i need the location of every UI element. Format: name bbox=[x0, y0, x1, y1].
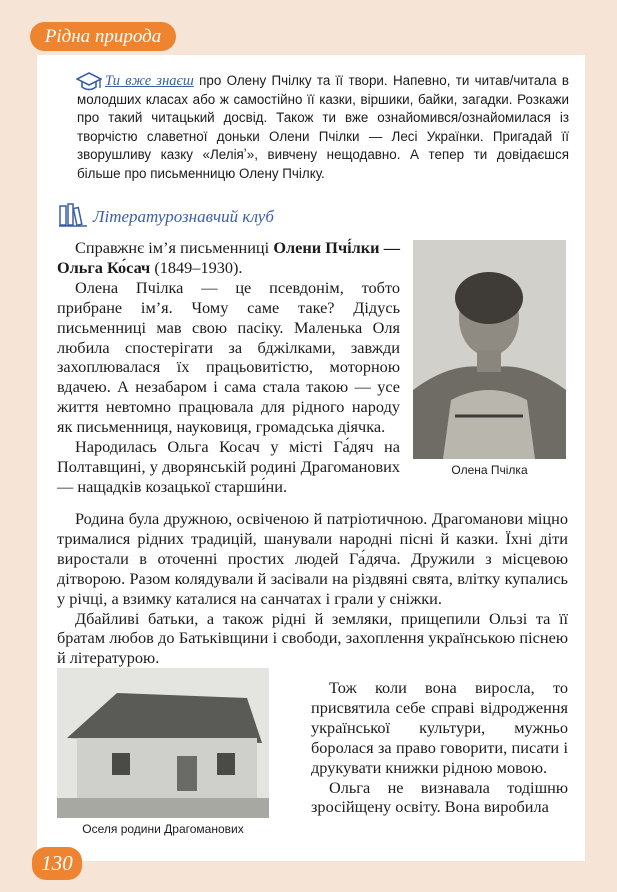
paragraph-pseudonym: Олена Пчілка — це псевдонім, тобто прибране ім’я. Чому саме таке? Дідусь письменниці мав свою пасіку. Маленька Оля любила спостерігати за бджілками, завжди захоплювалася їх працьовитістю, моторною вдачею. А незабаром і сама стала такою — усе життя невтомно працювала для рідного народу як письменниця, науковиця, громадська діячка. bbox=[57, 277, 400, 437]
column-left bbox=[57, 238, 400, 497]
section-badge: Рідна природа bbox=[30, 22, 176, 51]
paragraph-culture: Тож коли вона виросла, то присвятила себе справі відродження української культури, мужньо боролася за право говорити, писати і друкувати книжки рідною мовою. bbox=[311, 678, 568, 777]
paragraph-name bbox=[57, 238, 400, 278]
column-full bbox=[57, 509, 568, 668]
portrait-caption: Олена Пчілка bbox=[451, 463, 528, 477]
name-lead: Справжнє ім’я письменниці bbox=[75, 238, 274, 257]
house-photo bbox=[57, 668, 269, 818]
intro-text: про Олену Пчілку та її твори. Напевно, ти читав/читала в молодших класах або ж самостійно її казки, віршики, байки, загадки. Розкажи про такий читацький досвід. Також ти вже ознайомився/ознайомилася із творчістю славетної доньки Олени Пчілки — Лесі Українки. Пригадай її зворушливу казку «Леліяʼ», вивчену нещодавно. А тепер ти довідаєшся більше про письменницю Олену Пчілку. bbox=[77, 73, 569, 181]
paragraph-love: Дбайливі батьки, а також рідні й земляки, прищепили Ользі та її братам любов до Батьківщини і свободи, захоплення українською піснею й літературою. bbox=[57, 608, 568, 668]
portrait-photo bbox=[413, 240, 566, 459]
intro-paragraph bbox=[77, 72, 569, 184]
portrait-illustration bbox=[413, 240, 566, 459]
books-icon bbox=[59, 203, 87, 227]
paragraph-education: Ольга не визнавала тодішню зросійщену освіту. Вона виробила bbox=[311, 777, 568, 817]
column-right bbox=[311, 678, 568, 817]
page-number: 130 bbox=[32, 847, 82, 880]
hint-label: Ти вже знаєш bbox=[105, 73, 194, 89]
name-bold: Олени Пчі́лки — Ольга Ко́сач bbox=[57, 238, 400, 277]
name-years: (1849–1930). bbox=[150, 257, 243, 277]
house-caption: Оселя родини Драгоманових bbox=[82, 822, 244, 836]
house-illustration bbox=[57, 668, 269, 818]
paragraph-family: Родина була дружною, освіченою й патріотичною. Драгоманови міцно трималися рідних традицій, шанували народні пісні й казки. Їхні діти виростали в оточенні простих людей Га́дяча. Дружили з місцевою дітворою. Разом колядували й засівали на різдвяні свята, влітку купались у річці, а взимку каталися на санчатах і грали у сніжки. bbox=[57, 509, 568, 608]
paragraph-birth: Народилась Ольга Косач у місті Га́дяч на Полтавщині, у дворянській родині Драгоманових — нащадків козацької старши́ни. bbox=[57, 437, 400, 496]
club-title: Літературознавчий клуб bbox=[93, 207, 274, 226]
